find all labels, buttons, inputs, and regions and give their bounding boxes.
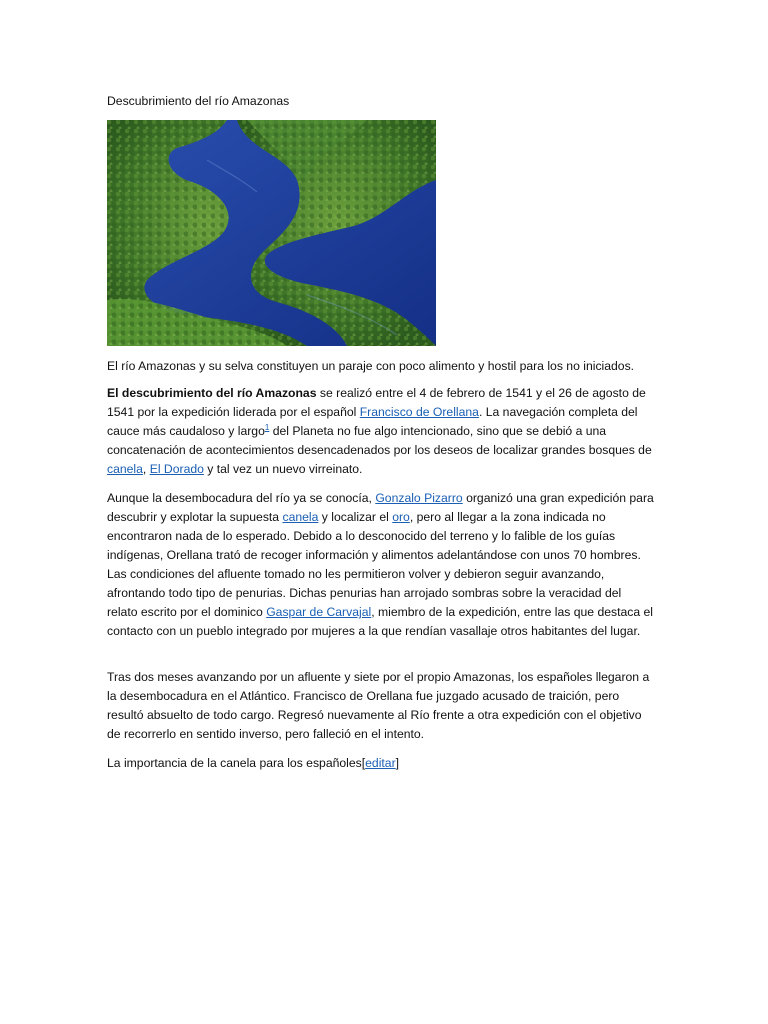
bold-text: El descubrimiento del río Amazonas	[107, 386, 317, 400]
text: organizó una gran expedición para descubrir y explotar la supuesta	[107, 491, 654, 524]
link-el-dorado[interactable]: El Dorado	[149, 462, 204, 476]
text: se realizó entre el 4 de febrero de 1541 y el 26 de agosto de 1541 por la expedición liderada por el español	[107, 386, 646, 419]
text: del Planeta no fue algo intencionado, sino que se debió a una concatenación de acontecimientos desencadenados por los deseos de localizar grandes bosques de	[107, 424, 652, 457]
section-title: Descubrimiento del río Amazonas	[107, 94, 290, 108]
link-canela-2[interactable]: canela	[282, 510, 319, 524]
text: . La navegación completa del cauce más caudaloso y largo	[107, 405, 638, 438]
paragraph-arrival: Tras dos meses avanzando por un afluente y siete por el propio Amazonas, los españoles llegaron a la desembocadura en el Atlántico. Francisco de Orellana fue juzgado acusado de traición, pero resultó absuelto de todo cargo. Regresó nuevamente al Río frente a otra expedición con el objetivo de recorrerlo en sentido inverso, pero falleció en el intento.	[107, 670, 650, 741]
text: ,	[142, 462, 150, 476]
link-oro[interactable]: oro	[392, 510, 410, 524]
text: , pero al llegar a la zona indicada no encontraron nada de lo esperado. Debido a lo desconocido del terreno y lo falible de los guías indígenas, Orellana trató de recoger información y alimentos adelantándose con unos 70 hombres. Las condiciones del afluente tomado no les permitieron volver y debieron seguir avanzando, afrontando todo tipo de penurias. Dichas penurias han arrojado sombras sobre la veracidad del relato escrito por el dominico	[107, 510, 641, 619]
text: y localizar el	[318, 510, 393, 524]
amazon-river-photo	[107, 120, 436, 346]
edit-link[interactable]: editar	[365, 756, 396, 770]
paragraph-discovery	[107, 384, 655, 479]
amazon-river-illustration	[107, 120, 436, 346]
subheading-text: La importancia de la canela para los españoles	[107, 756, 362, 770]
link-canela[interactable]: canela	[107, 462, 143, 476]
bracket: [	[361, 756, 366, 770]
link-gaspar-de-carvajal[interactable]: Gaspar de Carvajal	[266, 605, 372, 619]
text: y tal vez un nuevo virreinato.	[203, 462, 363, 476]
subheading-canela	[107, 754, 655, 773]
link-gonzalo-pizarro[interactable]: Gonzalo Pizarro	[375, 491, 463, 505]
link-francisco-de-orellana[interactable]: Francisco de Orellana	[359, 405, 479, 419]
text: , miembro de la expedición, entre las que destaca el contacto con un pueblo integrado por mujeres a la que rendían vasallaje otros habitantes del lugar.	[107, 605, 654, 638]
text: Aunque la desembocadura del río ya se conocía,	[107, 491, 376, 505]
bracket: ]	[395, 756, 400, 770]
paragraph-expedition	[107, 489, 655, 641]
paragraph-intro: El río Amazonas y su selva constituyen un paraje con poco alimento y hostil para los no iniciados.	[107, 359, 635, 373]
footnote-ref-link[interactable]: 1	[264, 423, 270, 432]
